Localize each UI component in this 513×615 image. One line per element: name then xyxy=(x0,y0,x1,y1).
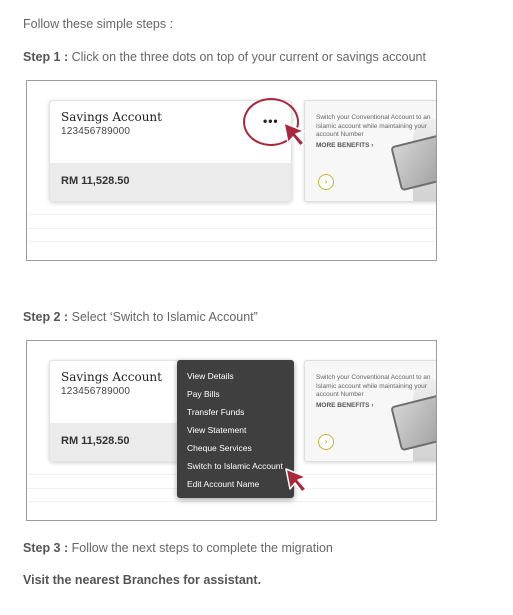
more-benefits-link[interactable]: MORE BENEFITS › xyxy=(316,142,374,149)
step-1-text xyxy=(23,50,426,64)
menu-item-view-details[interactable]: View Details xyxy=(187,371,234,381)
account-number: 123456789000 xyxy=(61,386,131,397)
step-1-label: Step 1 : xyxy=(23,50,69,64)
faint-row xyxy=(27,501,436,502)
intro-text: Follow these simple steps : xyxy=(23,17,174,31)
faint-row xyxy=(27,214,436,215)
account-name: Savings Account xyxy=(61,110,162,124)
step-2-screenshot xyxy=(26,340,437,521)
step-3-label: Step 3 : xyxy=(23,541,69,555)
step-3-description: Follow the next steps to complete the migration xyxy=(68,541,333,555)
faint-row xyxy=(27,241,436,242)
chevron-right-icon[interactable]: › xyxy=(318,174,334,190)
chevron-right-icon[interactable]: › xyxy=(318,434,334,450)
faint-row xyxy=(27,228,436,229)
step-1-screenshot xyxy=(26,80,437,261)
more-options-dots-icon[interactable]: ••• xyxy=(263,114,279,128)
menu-item-transfer-funds[interactable]: Transfer Funds xyxy=(187,407,245,417)
account-balance-bar xyxy=(50,163,291,201)
promo-card[interactable] xyxy=(304,100,437,202)
account-balance: RM 11,528.50 xyxy=(61,175,130,187)
promo-card[interactable] xyxy=(304,360,437,462)
visit-branches-text: Visit the nearest Branches for assistant. xyxy=(23,573,262,587)
step-2-text xyxy=(23,310,258,324)
tablet-image xyxy=(390,393,437,452)
step-2-description: Select ‘Switch to Islamic Account” xyxy=(68,310,258,324)
menu-item-switch-to-islamic-account[interactable]: Switch to Islamic Account xyxy=(187,461,283,471)
step-1-description: Click on the three dots on top of your current or savings account xyxy=(68,50,426,64)
cursor-arrow-icon xyxy=(284,467,312,495)
menu-item-edit-account-name[interactable]: Edit Account Name xyxy=(187,479,260,489)
menu-item-cheque-services[interactable]: Cheque Services xyxy=(187,443,252,453)
menu-item-view-statement[interactable]: View Statement xyxy=(187,425,247,435)
more-benefits-link[interactable]: MORE BENEFITS › xyxy=(316,402,374,409)
promo-text: Switch your Conventional Account to an Islamic account while maintaining your account Number xyxy=(316,374,431,398)
account-name: Savings Account xyxy=(61,370,162,384)
account-balance: RM 11,528.50 xyxy=(61,435,130,447)
tablet-image xyxy=(390,133,437,192)
account-options-menu xyxy=(177,360,294,498)
menu-item-pay-bills[interactable]: Pay Bills xyxy=(187,389,220,399)
cursor-arrow-icon xyxy=(282,121,310,149)
step-3-text xyxy=(23,541,333,555)
account-number: 123456789000 xyxy=(61,126,131,137)
step-2-label: Step 2 : xyxy=(23,310,69,324)
promo-text: Switch your Conventional Account to an Islamic account while maintaining your account Number xyxy=(316,114,431,138)
